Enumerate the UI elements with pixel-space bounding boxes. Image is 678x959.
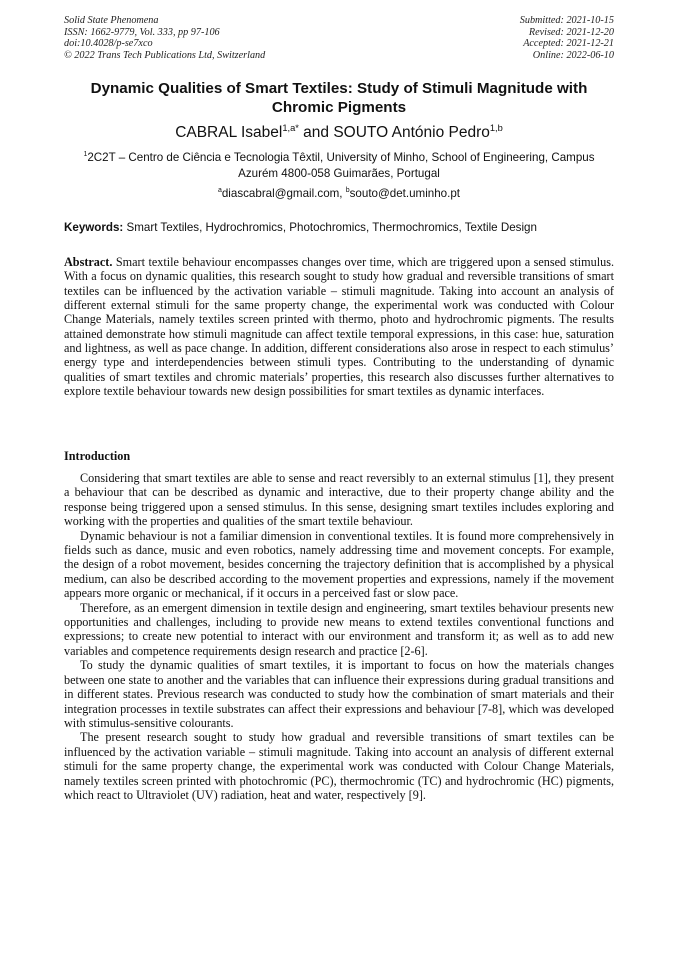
email-b-superscript: b (345, 187, 350, 195)
author-1: CABRAL Isabel (175, 124, 283, 141)
introduction-body (64, 471, 614, 802)
email-line (64, 186, 614, 201)
keywords (64, 220, 614, 235)
author-2: SOUTO António Pedro (333, 124, 490, 141)
issn-line: ISSN: 1662-9779, Vol. 333, pp 97-106 (64, 26, 220, 38)
affiliation-superscript: 1 (83, 151, 88, 159)
intro-paragraph-4: To study the dynamic qualities of smart textiles, it is important to focus on how the materials changes between one state to another and the variables that can influence their expressions during gradual transitions and in different states. Previous research was conducted to study how the combination of smart materials and their integration processes in textile substrates can affect their expressions and behaviour [7-8], which was developed with stimulus-sensitive colourants. (64, 658, 614, 730)
intro-paragraph-1: Considering that smart textiles are able to sense and react reversibly to an external stimulus [1], they present a behaviour that can be described as dynamic and interactive, due to their property change ability and the response being triggered upon a sensed stimulus. In this sense, designing smart textiles includes exploring and working with the properties and qualities of the smart textile behaviour. (64, 471, 614, 529)
accepted-date: Accepted: 2021-12-21 (523, 38, 614, 50)
author-connector: and (298, 124, 334, 141)
abstract-label: Abstract. (64, 255, 113, 269)
intro-paragraph-5: The present research sought to study how gradual and reversible transitions of smart textiles can be influenced by the activation variable – stimuli magnitude. Taking into account an analysis of different external stimuli for the same property change, the experimental work was conducted with Colour Change Materials, namely textiles screen printed with photochromic (PC), thermochromic (TC) and hydrochromic (HC) pigments, which react to Ultraviolet (UV) radiation, heat and water, respectively [9]. (64, 730, 614, 802)
author-2-superscript: 1,b (489, 122, 503, 133)
paper-title: Dynamic Qualities of Smart Textiles: Study of Stimuli Magnitude with Chromic Pigments (90, 80, 588, 116)
email-b: souto@det.uminho.pt (349, 187, 461, 200)
introduction-heading: Introduction (64, 449, 131, 463)
email-a-superscript: a (217, 187, 222, 195)
abstract-text: Smart textile behaviour encompasses changes over time, which are triggered upon a sensed stimulus. With a focus on dynamic qualities, this research sought to study how gradual and reversible transitions of smart textiles can be influenced by the activation variable – stimuli magnitude. Taking into account an analysis of different external stimuli for the same property change, the experimental work was conducted with Colour Change Materials, namely textiles screen printed with thermo, photo and hydrochromic pigments. The results attained demonstrate how stimuli magnitude can affect textile temporal expressions, in this case: hue, saturation and lightness, as well as pace change. In addition, different considerations also arose in respect to each stimulus’ energy type and interdependencies between stimuli types. Contributing to the understanding of dynamic qualities of smart textiles and chromic materials’ properties, this research also discusses further alternatives to explore textile behaviour towards new design possibilities for smart textiles as dynamic interfaces. (64, 255, 614, 399)
intro-paragraph-2: Dynamic behaviour is not a familiar dimension in conventional textiles. It is found more comprehensively in fields such as dance, music and even robotics, namely addressing time and movement concepts. For example, the design of a robot movement, besides concerning the trajectory definition that is accomplished by a physical medium, can also be described according to the movement properties and expressions, namely if the movement appears more organic or mechanical, if it occurs in a perceived fast or slow pace. (64, 528, 614, 601)
keywords-text: Smart Textiles, Hydrochromics, Photochromics, Thermochromics, Textile Design (123, 221, 537, 234)
author-line (64, 123, 614, 143)
abstract (64, 255, 614, 398)
submission-dates (520, 15, 614, 61)
keywords-label: Keywords: (64, 221, 124, 234)
email-a: diascabral@gmail.com, (221, 187, 346, 200)
affiliation-text: 2C2T – Centro de Ciência e Tecnologia Têxtil, University of Minho, School of Engineering, Campus Azurém 4800-058 Guimarães, Portugal (87, 151, 595, 180)
intro-paragraph-3: Therefore, as an emergent dimension in textile design and engineering, smart textiles behaviour presents new opportunities and challenges, including to provide new means to extend textiles conventional functions and expressions; to create new potential to interact with our environment and transform it; as well as to add new variables and competence requirements design research and practice [2-6]. (64, 600, 614, 658)
online-date: Online: 2022-06-10 (532, 49, 614, 61)
submitted-date: Submitted: 2021-10-15 (519, 15, 614, 26)
revised-date: Revised: 2021-12-20 (528, 26, 614, 38)
affiliation (64, 150, 614, 181)
copyright-line: © 2022 Trans Tech Publications Ltd, Switzerland (64, 49, 266, 61)
journal-name: Solid State Phenomena (64, 15, 159, 26)
author-1-superscript: 1,a* (282, 122, 299, 133)
doi-line: doi:10.4028/p-se7xco (64, 38, 153, 50)
journal-info (64, 15, 265, 61)
